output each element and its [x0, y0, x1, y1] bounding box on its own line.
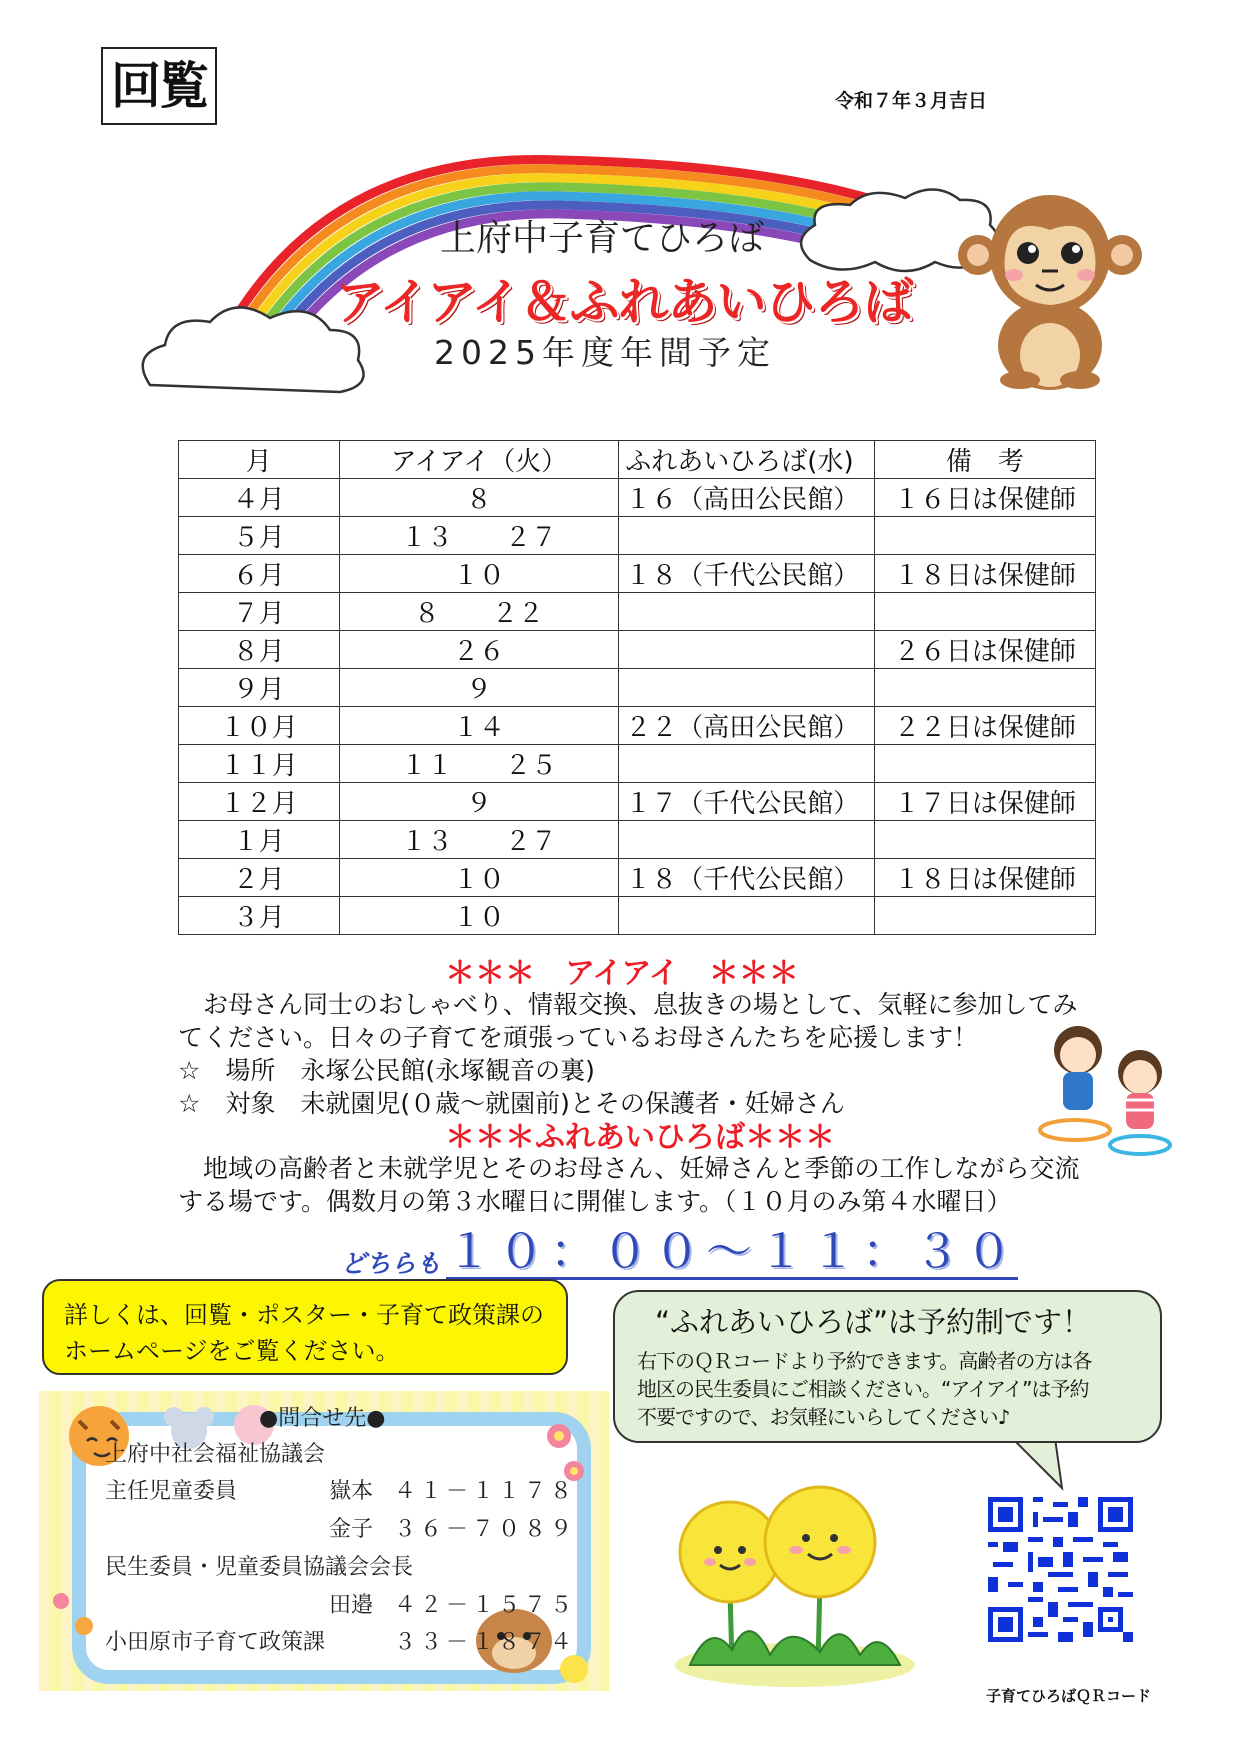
fureai-description-line1: 地域の高齢者と未就学児とそのお母さん、妊婦さんと季節の工作しながら交流 [178, 1154, 1080, 1183]
contact-person2-name: 金子 [329, 1517, 374, 1542]
speech-bubble-tail [1010, 1436, 1080, 1496]
details-box [42, 1279, 568, 1375]
cell-month: ９月 [179, 669, 340, 707]
cell-month: ４月 [179, 479, 340, 517]
table-header-row [179, 441, 1096, 479]
qr-caption: 子育てひろばＱＲコード [986, 1687, 1152, 1705]
cell-aiai: ９ [339, 669, 619, 707]
contact-person2-tel: ３６－７０８９ [394, 1517, 577, 1542]
dandelion-icon [670, 1480, 920, 1690]
schedule-table [178, 440, 1096, 935]
cell-aiai: ２６ [339, 631, 619, 669]
event-time: １０：００～１１：３０ [446, 1224, 1018, 1278]
cell-month: １１月 [179, 745, 340, 783]
fureai-description-line2: する場です。偶数月の第３水曜日に開催します。（１０月のみ第４水曜日） [178, 1187, 1012, 1216]
table-row [179, 783, 1096, 821]
contact-person1-name: 嶽本 [329, 1479, 374, 1504]
cell-notes [874, 897, 1095, 935]
aiai-description-line2: てください。日々の子育てを頑張っているお母さんたちを応援します！ [178, 1023, 979, 1052]
table-row [179, 631, 1096, 669]
cell-notes: １８日は保健師 [874, 859, 1095, 897]
cell-month: ７月 [179, 593, 340, 631]
contact-org: 上府中社会福祉協議会 [105, 1442, 326, 1467]
table-row [179, 821, 1096, 859]
cell-aiai: ８ ２２ [339, 593, 619, 631]
cell-fureai: ２２（高田公民館） [619, 707, 875, 745]
contact-person1-tel: ４１－１１７８ [394, 1479, 577, 1504]
cell-fureai [619, 631, 875, 669]
header-aiai: アイアイ（火） [339, 441, 619, 479]
reservation-line2: 地区の民生委員にご相談ください。“アイアイ”は予約 [637, 1377, 1089, 1401]
table-row [179, 479, 1096, 517]
schedule-year-title: 2025年度年間予定 [434, 333, 776, 372]
cell-month: ８月 [179, 631, 340, 669]
contact-person3-name: 田邉 [329, 1593, 374, 1618]
qr-code[interactable] [988, 1497, 1133, 1642]
cell-fureai [619, 517, 875, 555]
cell-aiai: １０ [339, 897, 619, 935]
reservation-box [613, 1290, 1162, 1443]
contact-dept: 小田原市子育て政策課 [105, 1630, 326, 1655]
cell-fureai: １６（高田公民館） [619, 479, 875, 517]
contact-person3-tel: ４２－１５７５ [394, 1593, 577, 1618]
header-notes: 備 考 [874, 441, 1095, 479]
cell-notes [874, 821, 1095, 859]
kairan-stamp: 回覧 [101, 47, 217, 125]
cell-notes [874, 517, 1095, 555]
table-row [179, 745, 1096, 783]
cell-notes: ２６日は保健師 [874, 631, 1095, 669]
aiai-section-title: ＊＊＊ アイアイ ＊＊＊ [445, 956, 799, 991]
table-row [179, 669, 1096, 707]
cell-fureai [619, 821, 875, 859]
table-row [179, 897, 1096, 935]
fureai-section-title: ＊＊＊ふれあいひろば＊＊＊ [445, 1120, 835, 1155]
cell-notes [874, 669, 1095, 707]
table-row [179, 707, 1096, 745]
cell-notes [874, 745, 1095, 783]
details-line2: ホームページをご覧ください。 [64, 1337, 400, 1365]
contact-role2: 民生委員・児童委員協議会会長 [105, 1555, 414, 1580]
reservation-line1: 右下のＱＲコードより予約できます。高齢者の方は各 [637, 1349, 1092, 1373]
cell-aiai: １１ ２５ [339, 745, 619, 783]
cell-month: ５月 [179, 517, 340, 555]
cell-aiai: １４ [339, 707, 619, 745]
cell-month: １０月 [179, 707, 340, 745]
aiai-place: ☆ 場所 永塚公民館(永塚観音の裏) [178, 1056, 595, 1085]
children-playing-icon [1030, 1010, 1180, 1160]
details-line1: 詳しくは、回覧・ポスター・子育て政策課の [64, 1301, 544, 1329]
cell-fureai [619, 745, 875, 783]
issue-date: 令和７年３月吉日 [835, 90, 988, 112]
cloud-left [143, 307, 364, 392]
cell-fureai [619, 897, 875, 935]
aiai-target: ☆ 対象 未就園児(０歳～就園前)とその保護者・妊婦さん [178, 1089, 845, 1118]
cell-aiai: １０ [339, 859, 619, 897]
cell-notes: １７日は保健師 [874, 783, 1095, 821]
cell-notes: １６日は保健師 [874, 479, 1095, 517]
cell-fureai: １８（千代公民館） [619, 859, 875, 897]
cell-aiai: １３ ２７ [339, 821, 619, 859]
cell-fureai [619, 593, 875, 631]
monkey-icon [950, 195, 1145, 390]
aiai-description-line1: お母さん同士のおしゃべり、情報交換、息抜きの場として、気軽に参加してみ [178, 990, 1078, 1019]
reservation-title: “ふれあいひろば”は予約制です！ [655, 1305, 1092, 1339]
cell-notes: １８日は保健師 [874, 555, 1095, 593]
cell-month: ２月 [179, 859, 340, 897]
table-row [179, 555, 1096, 593]
cell-notes [874, 593, 1095, 631]
time-prefix: どちらも [341, 1249, 442, 1278]
cell-notes: ２２日は保健師 [874, 707, 1095, 745]
event-title: アイアイ＆ふれあいひろば [335, 273, 913, 331]
cell-fureai: １８（千代公民館） [619, 555, 875, 593]
contact-role1: 主任児童委員 [105, 1479, 238, 1504]
contact-dept-tel: ３３－１８７４ [394, 1630, 577, 1655]
cell-fureai: １７（千代公民館） [619, 783, 875, 821]
header-fureai: ふれあいひろば(水) [619, 441, 875, 479]
cell-month: １月 [179, 821, 340, 859]
cell-month: ３月 [179, 897, 340, 935]
cell-aiai: ８ [339, 479, 619, 517]
cell-aiai: ９ [339, 783, 619, 821]
table-row [179, 517, 1096, 555]
table-row [179, 593, 1096, 631]
cell-month: １２月 [179, 783, 340, 821]
header-month: 月 [179, 441, 340, 479]
organizer-title: 上府中子育てひろば [440, 218, 765, 259]
contact-section [39, 1391, 609, 1691]
cell-aiai: １０ [339, 555, 619, 593]
contact-heading: ●問合せ先● [259, 1406, 386, 1431]
table-row [179, 859, 1096, 897]
reservation-line3: 不要ですので、お気軽にいらしてください♪ [637, 1405, 1010, 1429]
cell-fureai [619, 669, 875, 707]
cell-aiai: １３ ２７ [339, 517, 619, 555]
cell-month: ６月 [179, 555, 340, 593]
